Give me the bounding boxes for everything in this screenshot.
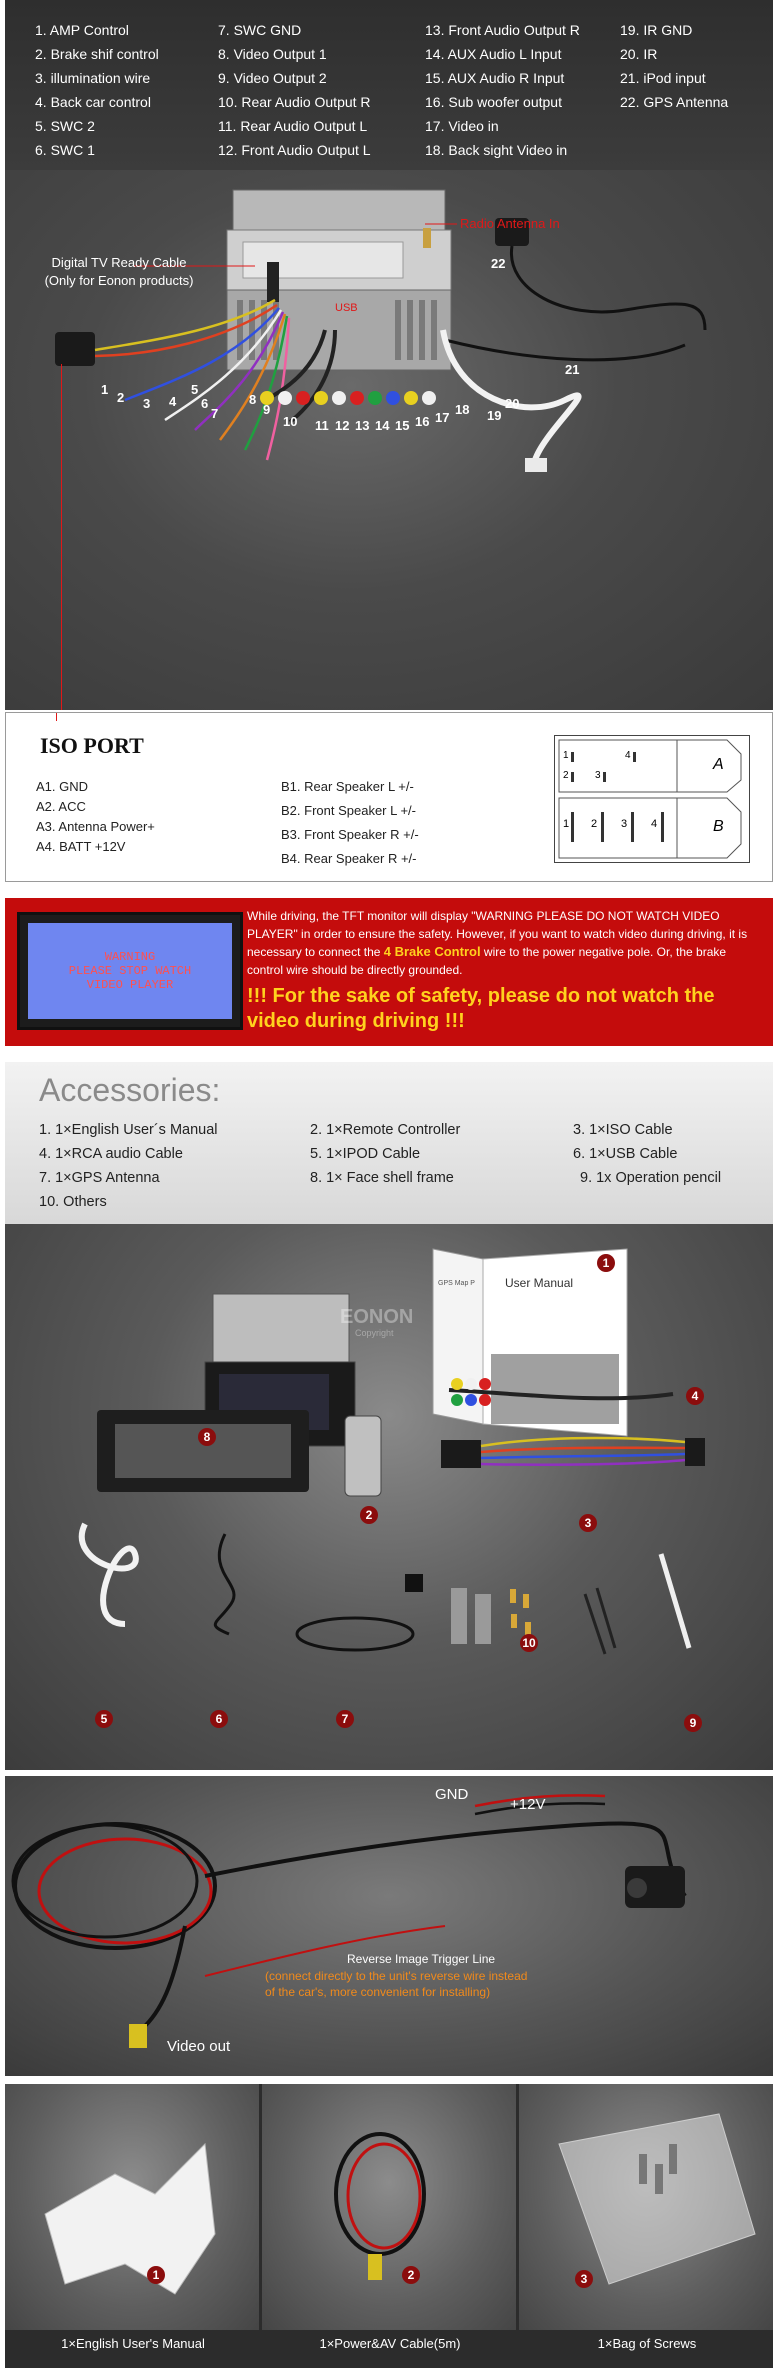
legend-item: 19. IR GND [620, 22, 693, 38]
head-unit-rear-photo [5, 170, 773, 710]
legend-column-4 [620, 18, 728, 114]
callout-number: 12 [335, 418, 350, 433]
cable-illustration [5, 1776, 773, 2076]
callout-number: 15 [395, 418, 410, 433]
accessory-item: 9. 1x Operation pencil [580, 1170, 722, 1186]
callout-number: 10 [283, 414, 298, 429]
iso-pointer-end [56, 713, 57, 721]
iso-port-panel [5, 712, 773, 882]
accessory-badge: 2 [360, 1506, 378, 1524]
connector-a-label: A [713, 756, 724, 773]
digital-tv-label: Digital TV Ready Cable (Only for Eonon products) [44, 255, 194, 288]
legend-item: 6. SWC 1 [35, 142, 95, 158]
trigger-line-title: Reverse Image Trigger Line [347, 1952, 496, 1966]
iso-connector-diagram [554, 735, 750, 863]
included-items-panel [5, 2084, 773, 2368]
item-caption: 1×Power&AV Cable(5m) [319, 2336, 461, 2351]
callout-number: 13 [355, 418, 370, 433]
screws-photo-panel [519, 2084, 773, 2330]
legend-column-1 [35, 18, 159, 162]
iso-port-title: ISO PORT [40, 733, 144, 758]
legend-column-3 [425, 18, 580, 162]
manual-photo-panel [5, 2084, 259, 2330]
legend-item: 20. IR [620, 46, 658, 62]
accessory-item: 6. 1×USB Cable [573, 1146, 678, 1162]
iso-pin-label: 4 [625, 750, 631, 761]
iso-pin-label: 2 [591, 818, 598, 830]
iso-pin-label: 4 [651, 818, 658, 830]
item-badge: 2 [402, 2266, 420, 2284]
legend-column-2 [218, 18, 371, 162]
reverse-camera-cable-photo [5, 1776, 773, 2076]
accessory-badge: 10 [520, 1634, 538, 1652]
iso-b-pin: B2. Front Speaker L +/- [281, 803, 417, 818]
warning-screen-image [17, 912, 243, 1030]
callout-number: 9 [263, 402, 271, 417]
warning-highlight: 4 Brake Control [383, 944, 481, 959]
iso-pin-label: 3 [595, 770, 601, 781]
accessory-badge: 1 [597, 1254, 615, 1272]
watermark-logo: EONON [340, 1306, 414, 1328]
accessory-item: 2. 1×Remote Controller [310, 1122, 461, 1138]
power-cable-illustration [262, 2084, 516, 2330]
accessories-photo [5, 1224, 773, 1770]
legend-item: 2. Brake shif control [35, 46, 159, 62]
accessory-item: 3. 1×ISO Cable [573, 1122, 673, 1138]
callout-number: 20 [505, 396, 520, 411]
accessory-badge: 9 [684, 1714, 702, 1732]
legend-item: 11. Rear Audio Output L [218, 118, 368, 134]
legend-item: 15. AUX Audio R Input [425, 70, 565, 86]
callout-number: 7 [211, 406, 219, 421]
accessory-item: 10. Others [39, 1194, 107, 1210]
gnd-label: GND [435, 1786, 469, 1803]
callout-number: 11 [315, 418, 329, 433]
warning-big-text: !!! For the sake of safety, please do not watch the video during driving !!! [247, 985, 715, 1032]
callout-number: 18 [455, 402, 470, 417]
usb-label: USB [335, 302, 358, 314]
accessory-item: 8. 1× Face shell frame [310, 1170, 454, 1186]
trigger-line-note: (connect directly to the unit's reverse wire instead of the car's, more convenient for installing) [265, 1969, 528, 1999]
iso-pointer-line [61, 364, 62, 710]
callout-number: 22 [491, 256, 506, 271]
screws-bag-illustration [519, 2084, 773, 2330]
video-out-label: Video out [167, 2038, 231, 2055]
iso-a-pin: A2. ACC [36, 799, 86, 814]
legend-item: 13. Front Audio Output R [425, 22, 580, 38]
callout-number: 1 [101, 382, 109, 397]
legend-item: 10. Rear Audio Output R [218, 94, 371, 110]
warning-paragraph [247, 908, 763, 979]
legend-item: 3. illumination wire [35, 70, 151, 86]
legend-item: 18. Back sight Video in [425, 142, 568, 158]
legend-item: 4. Back car control [35, 94, 151, 110]
legend-item: 12. Front Audio Output L [218, 142, 371, 158]
accessory-item: 5. 1×IPOD Cable [310, 1146, 421, 1162]
accessory-item: 1. 1×English User´s Manual [39, 1122, 218, 1138]
callout-number: 16 [415, 414, 430, 429]
plus12v-label: +12V [510, 1796, 546, 1813]
callout-number: 2 [117, 390, 125, 405]
iso-pin-label: 2 [563, 770, 569, 781]
iso-pin-label: 1 [563, 750, 569, 761]
accessory-badge: 4 [686, 1387, 704, 1405]
driving-warning-banner [5, 898, 773, 1046]
legend-item: 7. SWC GND [218, 22, 302, 38]
accessories-list-panel [5, 1062, 773, 1224]
accessories-title: Accessories: [39, 1072, 221, 1108]
manual-back-text: GPS Map P [438, 1280, 475, 1287]
callout-number: 5 [191, 382, 199, 397]
callout-number: 4 [169, 394, 177, 409]
accessory-badge: 5 [95, 1710, 113, 1728]
callout-number: 19 [487, 408, 502, 423]
iso-pin-label: 3 [621, 818, 628, 830]
item-badge: 1 [147, 2266, 165, 2284]
iso-b-pin: B4. Rear Speaker R +/- [281, 851, 417, 866]
callout-number: 21 [565, 362, 580, 377]
radio-antenna-label: Radio Antenna In [460, 216, 560, 231]
warning-text-part1: While driving, the TFT monitor will display "WARNING PLEASE DO NOT WATCH VIDEO PLAYER" in order to ensure the safety. However, if you want to watch video during driving, it is necessary to connect the [247, 909, 748, 959]
legend-item: 14. AUX Audio L Input [425, 46, 562, 62]
item-caption: 1×English User's Manual [61, 2336, 205, 2351]
legend-item: 1. AMP Control [35, 22, 129, 38]
iso-b-pin: B3. Front Speaker R +/- [281, 827, 419, 842]
iso-a-pin: A4. BATT +12V [36, 839, 126, 854]
legend-item: 16. Sub woofer output [425, 94, 562, 110]
legend-item: 8. Video Output 1 [218, 46, 327, 62]
callout-number: 8 [249, 392, 257, 407]
callout-number: 6 [201, 396, 209, 411]
iso-b-pin: B1. Rear Speaker L +/- [281, 779, 414, 794]
legend-item: 22. GPS Antenna [620, 94, 729, 110]
warning-screen-text: WARNING PLEASE STOP WATCH VIDEO PLAYER [68, 950, 192, 992]
accessory-badge: 7 [336, 1710, 354, 1728]
warning-text-part2: wire to the power negative pole. Or, the brake control wire should be directly grounded. [247, 945, 727, 977]
callout-number: 14 [375, 418, 390, 433]
iso-a-pin: A1. GND [36, 779, 89, 794]
legend-item: 21. iPod input [620, 70, 706, 86]
manual-illustration [5, 2084, 259, 2330]
head-unit-illustration [5, 170, 773, 710]
accessory-item: 7. 1×GPS Antenna [39, 1170, 160, 1186]
manual-title: User Manual [505, 1276, 574, 1290]
wiring-legend [5, 0, 773, 170]
accessory-badge: 8 [198, 1428, 216, 1446]
accessory-badge: 3 [579, 1514, 597, 1532]
callout-number: 3 [143, 396, 151, 411]
item-caption: 1×Bag of Screws [597, 2336, 697, 2351]
legend-item: 5. SWC 2 [35, 118, 95, 134]
connector-b-label: B [713, 818, 724, 835]
callout-number: 17 [435, 410, 450, 425]
accessory-badge: 6 [210, 1710, 228, 1728]
accessory-item: 4. 1×RCA audio Cable [39, 1146, 183, 1162]
iso-a-pin: A3. Antenna Power+ [36, 819, 155, 834]
watermark-sub: Copyright [355, 1328, 394, 1338]
power-cable-photo-panel [262, 2084, 516, 2330]
legend-item: 17. Video in [425, 118, 499, 134]
legend-item: 9. Video Output 2 [218, 70, 327, 86]
item-badge: 3 [575, 2270, 593, 2288]
iso-pin-label: 1 [563, 818, 570, 830]
